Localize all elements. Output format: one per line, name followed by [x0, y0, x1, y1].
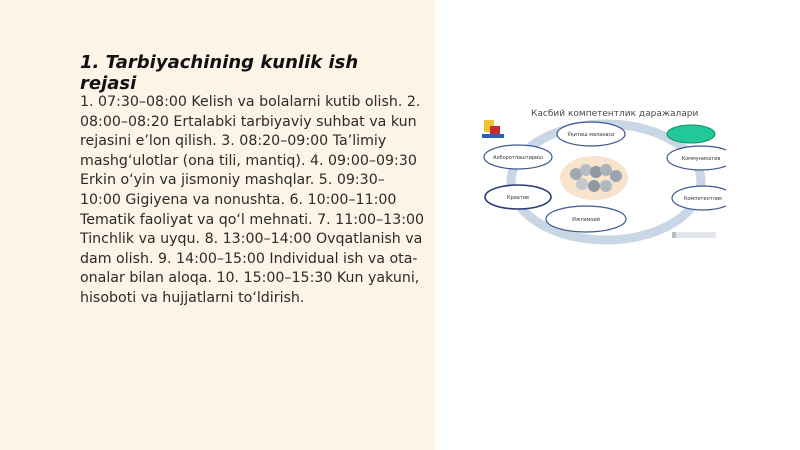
diagram-node [485, 185, 551, 209]
diagram-node [546, 206, 626, 232]
competency-diagram-image [476, 100, 726, 248]
competency-diagram-svg [476, 100, 726, 248]
svg-text:Компетентлик: Компетентлик [683, 196, 723, 202]
center-figures-illustration [560, 156, 628, 200]
logo-icon [482, 120, 504, 138]
svg-text:Ўқитиш малакаси: Ўқитиш малакаси [567, 132, 615, 138]
svg-text:Коммуникатив: Коммуникатив [681, 156, 721, 162]
diagram-node-highlight [667, 125, 715, 143]
svg-text:Ижтимоий: Ижтимоий [572, 217, 600, 223]
svg-text:Ахборотлаштириш: Ахборотлаштириш [493, 155, 543, 161]
svg-text:Креатив: Креатив [507, 195, 529, 201]
diagram-title: Касбий компетентлик даражалари [531, 109, 699, 119]
slide-body-text: 1. 07:30–08:00 Kelish va bolalarni kutib olish. 2. 08:00–08:20 Ertalabki tarbiyaviy suhbat va kun rejasini e’lon qilish. 3. 08:20–09:00 Ta’limiy mashg‘ulotlar (ona tili, mantiq). 4. 09:00–09:30 Erkin o‘yin va jismoniy mashqlar. 5. 09:30–10:00 Gigiyena va nonushta. 6. 10:00–11:00 Tematik faoliyat va qo‘l mehnati. 7. 11:00–13:00 Tinchlik va uyqu. 8. 13:00–14:00 Ovqatlanish va dam olish. 9. 14:00–15:00 Individual ish va ota-onalar bilan aloqa. 10. 15:00–15:30 Kun yakuni, hisoboti va hujjatlarni to‘ldirish. [80, 94, 425, 306]
diagram-node [557, 122, 625, 146]
diagram-node [484, 145, 552, 169]
publisher-logo-icon [672, 232, 716, 238]
diagram-node [667, 146, 726, 170]
diagram-node [672, 186, 726, 210]
slide-title: 1. Tarbiyachining kunlik ish rejasi [80, 52, 359, 94]
